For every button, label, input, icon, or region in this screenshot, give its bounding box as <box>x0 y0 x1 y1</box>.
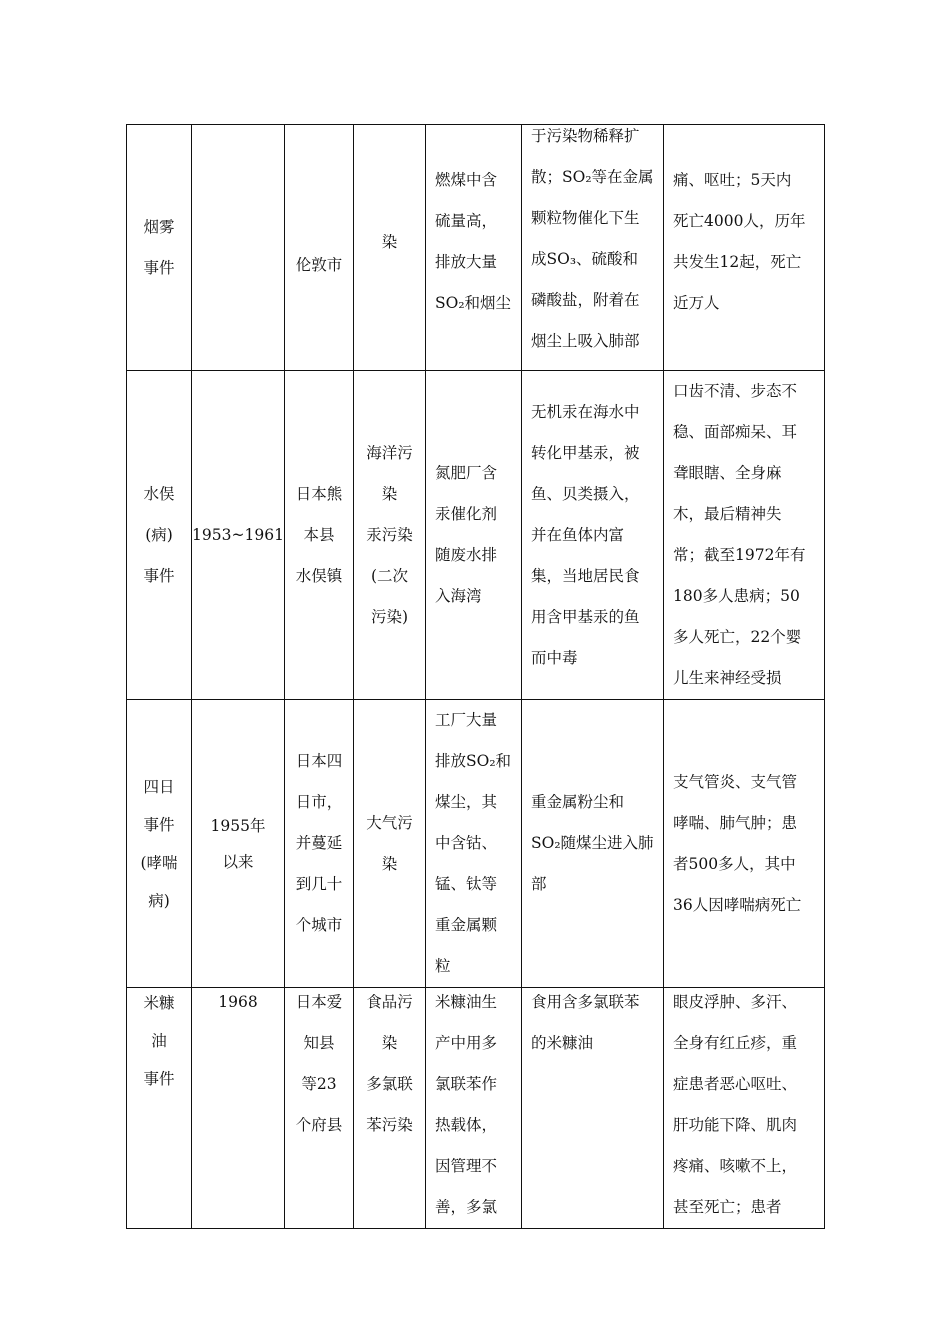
event-name: 烟雾 事件 <box>143 217 175 277</box>
place-cell <box>285 988 354 1229</box>
time-cell <box>192 988 285 1229</box>
cause-cell <box>426 371 522 700</box>
table-row <box>127 700 825 988</box>
pollution-type-cell <box>354 371 426 700</box>
pollution-mechanism: 于污染物稀释扩 散；SO₂等在金属 颗粒物催化下生 成SO₃、硫酸和 磷酸盐，附着在 烟尘上吸入肺部 <box>531 127 654 350</box>
pollution-type: 染 <box>381 233 398 251</box>
harm-cell <box>664 988 825 1229</box>
pollution-cause: 燃煤中含 硫量高， 排放大量 SO₂和烟尘 <box>435 171 512 312</box>
time-cell <box>192 125 285 371</box>
mechanism-cell <box>522 125 664 371</box>
pollution-type: 海洋污 染 汞污染 (二次 污染) <box>366 443 413 626</box>
pollution-type: 食品污 染 多氯联 苯污染 <box>366 993 413 1134</box>
pollution-cause: 工厂大量 排放SO₂和 煤尘，其 中含钴、 锰、钛等 重金属颗 粒 <box>435 711 512 975</box>
event-name: 四日 事件 (哮喘 病) <box>140 777 178 910</box>
place-cell <box>285 700 354 988</box>
event-place: 伦敦市 <box>295 256 343 274</box>
mechanism-cell <box>522 700 664 988</box>
cause-cell <box>426 700 522 988</box>
table-row <box>127 988 825 1229</box>
mechanism-cell <box>522 371 664 700</box>
pollution-type-cell <box>354 700 426 988</box>
event-name-cell <box>127 988 192 1229</box>
table-row <box>127 125 825 371</box>
table-row <box>127 371 825 700</box>
cause-cell <box>426 125 522 371</box>
event-name-cell <box>127 125 192 371</box>
event-time: 1968 <box>218 993 258 1011</box>
time-cell <box>192 700 285 988</box>
pollution-cause: 氮肥厂含 汞催化剂 随废水排 入海湾 <box>435 464 498 605</box>
event-name: 水俣 (病) 事件 <box>143 484 175 585</box>
harm-cell <box>664 125 825 371</box>
pollution-harm: 支气管炎、支气管 哮喘、肺气肿；患 者500多人，其中 36人因哮喘病死亡 <box>673 772 802 914</box>
pollution-type-cell <box>354 125 426 371</box>
event-name-cell <box>127 371 192 700</box>
place-cell <box>285 371 354 700</box>
pollution-harm: 痛、呕吐；5天内 死亡4000人，历年 共发生12起，死亡 近万人 <box>673 171 806 312</box>
pollution-type-cell <box>354 988 426 1229</box>
pollution-events-table <box>126 124 825 1229</box>
event-time: 1953~1961 <box>192 525 284 544</box>
pollution-mechanism: 无机汞在海水中 转化甲基汞，被 鱼、贝类摄入， 并在鱼体内富 集，当地居民食 用含甲基汞的鱼 而中毒 <box>531 402 640 667</box>
event-time: 1955年 以来 <box>210 816 266 871</box>
harm-cell <box>664 371 825 700</box>
pollution-mechanism: 重金属粉尘和 SO₂随煤尘进入肺 部 <box>531 793 654 893</box>
mechanism-cell <box>522 988 664 1229</box>
place-cell <box>285 125 354 371</box>
event-place: 日本四 日市， 并蔓延 到几十 个城市 <box>295 752 343 934</box>
event-name: 米糠 油 事件 <box>143 994 175 1088</box>
cause-cell <box>426 988 522 1229</box>
pollution-harm: 口齿不清、步态不 稳、面部痴呆、耳 聋眼瞎、全身麻 木，最后精神失 常；截至1972年有 180多人患病；50 多人死亡，22个婴 儿生来神经受损 <box>673 382 806 687</box>
harm-cell <box>664 700 825 988</box>
event-place: 日本爱 知县 等23 个府县 <box>295 993 343 1134</box>
event-name-cell <box>127 700 192 988</box>
pollution-type: 大气污 染 <box>366 813 413 873</box>
pollution-cause: 米糠油生 产中用多 氯联苯作 热载体， 因管理不 善，多氯 <box>435 993 498 1216</box>
time-cell <box>192 371 285 700</box>
pollution-mechanism: 食用含多氯联苯 的米糠油 <box>531 993 640 1052</box>
pollution-harm: 眼皮浮肿、多汗、 全身有红丘疹，重 症患者恶心呕吐、 肝功能下降、肌肉 疼痛、咳嗽不上， 甚至死亡；患者 <box>673 993 798 1216</box>
event-place: 日本熊 本县 水俣镇 <box>295 484 343 585</box>
